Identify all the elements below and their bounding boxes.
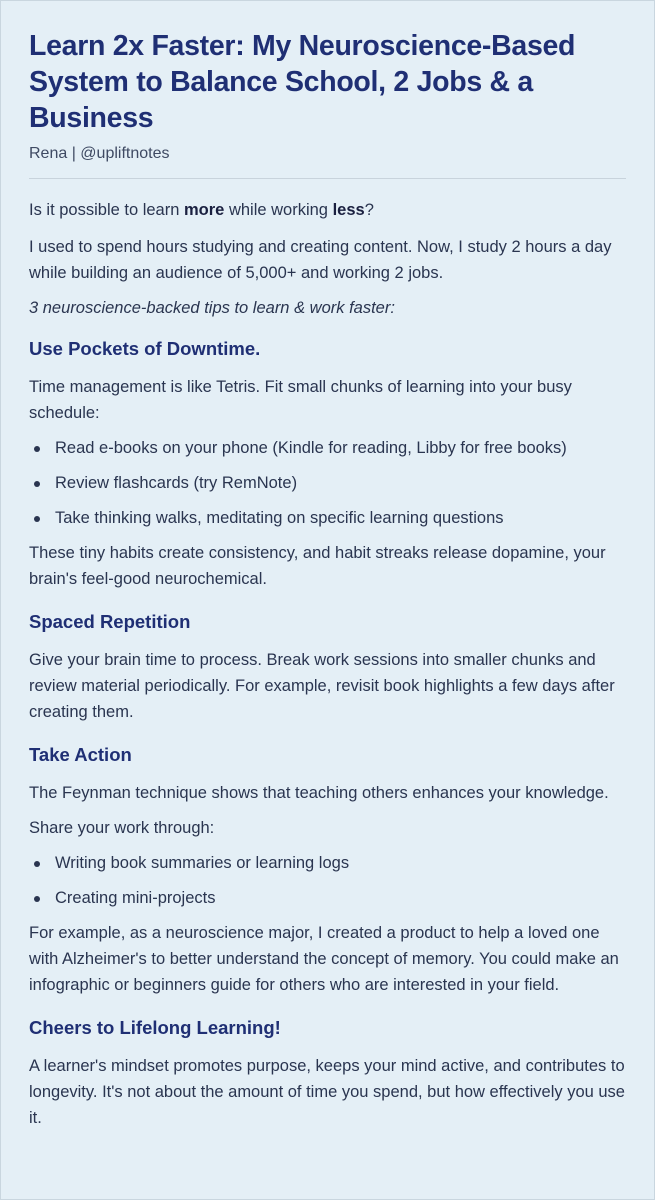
downtime-bullet-list (29, 435, 626, 531)
list-item (29, 885, 626, 911)
intro-question-less: less (332, 201, 365, 219)
section-take-action-intro: The Feynman technique shows that teaching others enhances your knowledge. (29, 784, 609, 802)
section-take-action-share: Share your work through: (29, 819, 215, 837)
intro-question (29, 197, 626, 223)
list-item-text: Read e-books on your phone (Kindle for reading, Libby for free books) (55, 439, 567, 457)
page-title: Learn 2x Faster: My Neuroscience-Based System to Balance School, 2 Jobs & a Business (29, 30, 576, 134)
intro-question-middle: while working (224, 201, 333, 219)
section-spaced-repetition-body: Give your brain time to process. Break work sessions into smaller chunks and review material periodically. For example, revisit book highlights a few days after creating them. (29, 651, 615, 721)
header-divider (29, 178, 626, 179)
section-take-action-example: For example, as a neuroscience major, I created a product to help a loved one with Alzheimer's to better understand the concept of memory. You could make an infographic or beginners guide for others who are interested in your field. (29, 924, 619, 994)
intro-question-start: Is it possible to learn (29, 201, 184, 219)
intro-paragraph: I used to spend hours studying and creating content. Now, I study 2 hours a day while building an audience of 5,000+ and working 2 jobs. (29, 238, 612, 282)
bullet-dot (34, 481, 40, 487)
intro-question-more: more (184, 201, 225, 219)
list-item (29, 505, 626, 531)
section-heading-spaced-repetition: Spaced Repetition (29, 611, 191, 632)
list-item (29, 435, 626, 461)
list-item (29, 470, 626, 496)
section-lifelong-learning-body: A learner's mindset promotes purpose, keeps your mind active, and contributes to longevity. It's not about the amount of time you spend, but how effectively you use it. (29, 1057, 625, 1127)
bullet-dot (34, 446, 40, 452)
section-downtime-intro: Time management is like Tetris. Fit small chunks of learning into your busy schedule: (29, 378, 572, 422)
bullet-dot (34, 516, 40, 522)
intro-question-end: ? (364, 201, 374, 219)
list-item-text: Writing book summaries or learning logs (55, 854, 350, 872)
list-item-text: Take thinking walks, meditating on specific learning questions (55, 509, 504, 527)
author-byline: Rena | @upliftnotes (29, 145, 170, 162)
section-downtime-outro: These tiny habits create consistency, and habit streaks release dopamine, your brain's feel-good neurochemical. (29, 544, 606, 588)
list-item-text: Creating mini-projects (55, 889, 216, 907)
section-heading-lifelong-learning: Cheers to Lifelong Learning! (29, 1017, 281, 1038)
list-item-text: Review flashcards (try RemNote) (55, 474, 298, 492)
list-item (29, 850, 626, 876)
bullet-dot (34, 896, 40, 902)
section-heading-downtime: Use Pockets of Downtime. (29, 338, 261, 359)
take-action-bullet-list (29, 850, 626, 911)
tips-intro: 3 neuroscience-backed tips to learn & work faster: (29, 299, 395, 317)
bullet-dot (34, 861, 40, 867)
section-heading-take-action: Take Action (29, 744, 132, 765)
